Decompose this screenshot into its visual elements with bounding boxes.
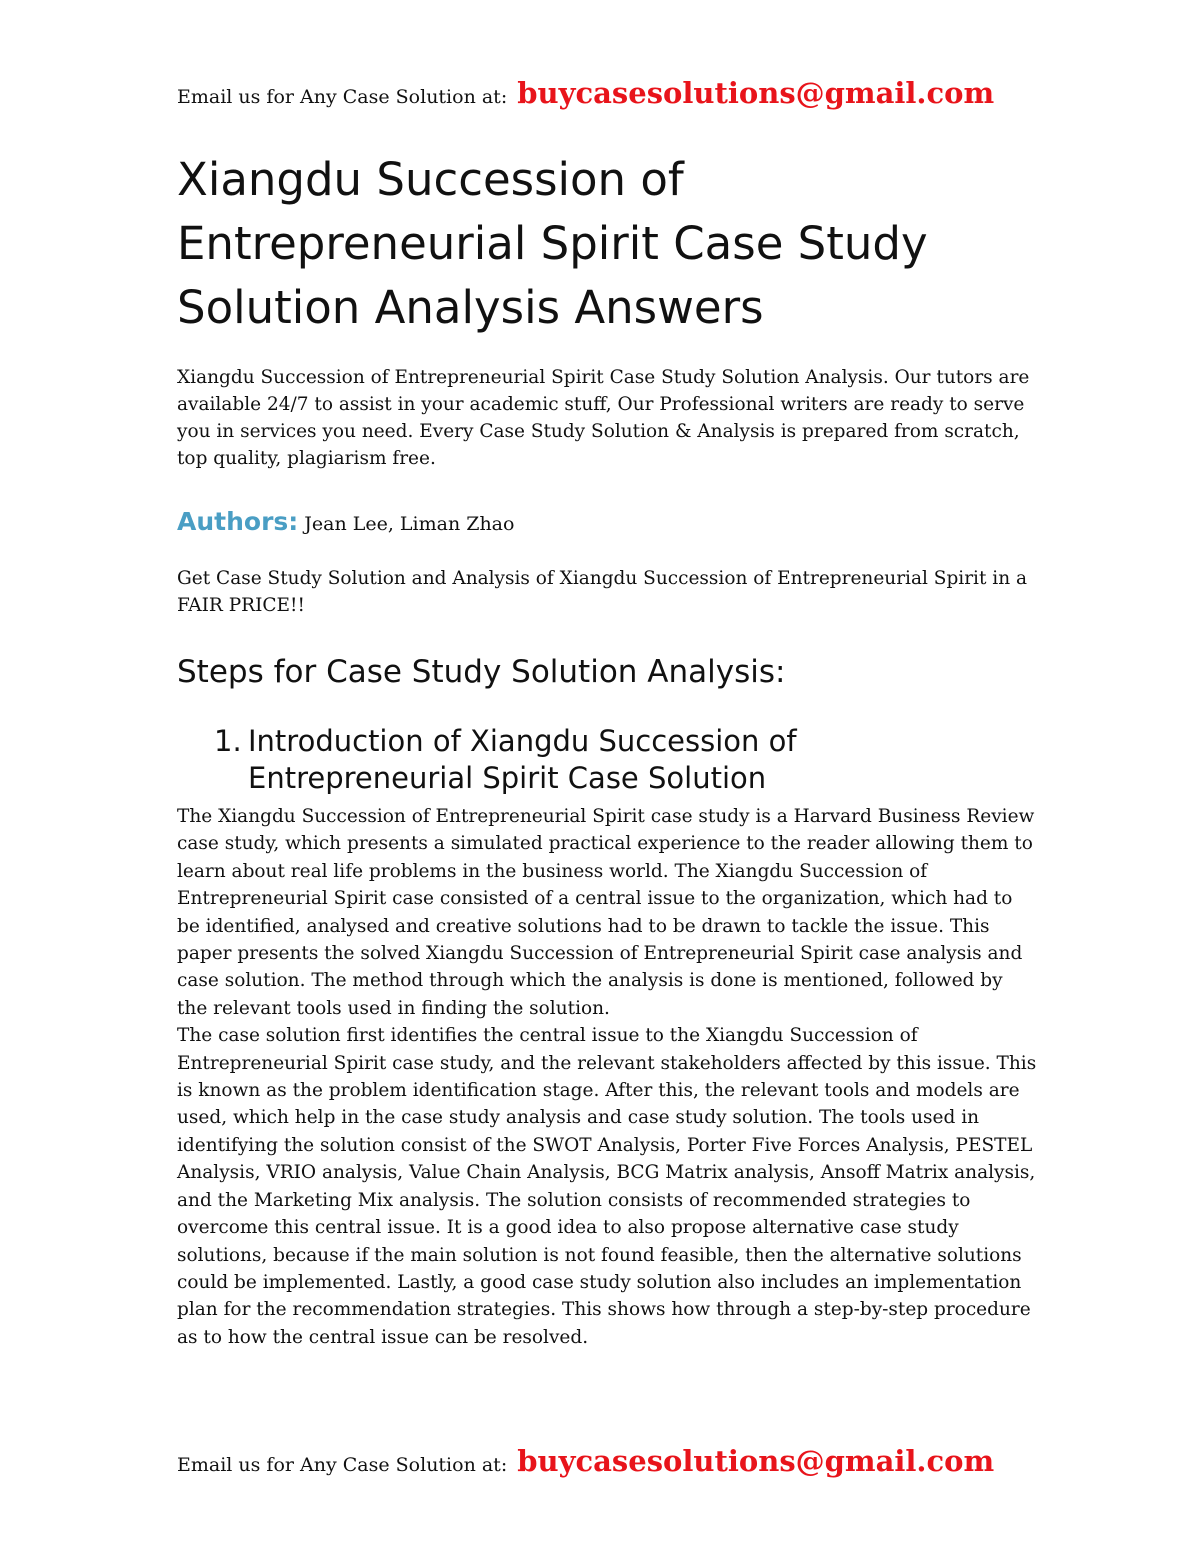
document-title: Xiangdu Succession of Entrepreneurial Spirit Case Study Solution Analysis Answers	[177, 153, 928, 334]
intro-paragraph: Xiangdu Succession of Entrepreneurial Spirit Case Study Solution Analysis. Our tutors are available 24/7 to assist in your academic stuff, Our Professional writers are ready to serve you in services you need. Every Case Study Solution & Analysis is prepared from scratch, top quality, plagiarism free.	[177, 367, 1030, 469]
header-email-label: Email us for Any Case Solution at:	[177, 86, 508, 108]
steps-heading: Steps for Case Study Solution Analysis:	[177, 654, 786, 690]
body-paragraph-1: The Xiangdu Succession of Entrepreneurial Spirit case study is a Harvard Business Review case study, which presents a simulated practical experience to the reader allowing them to learn about real life problems in the business world. The Xiangdu Succession of Entrepreneurial Spirit case consisted of a central issue to the organization, which had to be identified, analysed and creative solutions had to be drawn to tackle the issue. This paper presents the solved Xiangdu Succession of Entrepreneurial Spirit case analysis and case solution. The method through which the analysis is done is mentioned, followed by the relevant tools used in finding the solution.	[177, 806, 1035, 1019]
authors-label: Authors:	[177, 507, 299, 536]
step-1-number: 1.	[214, 724, 242, 758]
body-text	[177, 803, 1037, 1351]
step-1-heading	[214, 723, 994, 797]
header-email-address[interactable]: buycasesolutions@gmail.com	[517, 76, 995, 110]
footer-email-label: Email us for Any Case Solution at:	[177, 1454, 508, 1476]
header-email-line	[177, 78, 994, 112]
footer-email-address[interactable]: buycasesolutions@gmail.com	[517, 1444, 995, 1478]
body-paragraph-2: The case solution first identifies the central issue to the Xiangdu Succession of Entrepreneurial Spirit case study, and the relevant stakeholders affected by this issue. This is known as the problem identification stage. After this, the relevant tools and models are used, which help in the case study analysis and case study solution. The tools used in identifying the solution consist of the SWOT Analysis, Porter Five Forces Analysis, PESTEL Analysis, VRIO analysis, Value Chain Analysis, BCG Matrix analysis, Ansoff Matrix analysis, and the Marketing Mix analysis. The solution consists of recommended strategies to overcome this central issue. It is a good idea to also propose alternative case study solutions, because if the main solution is not found feasible, then the alternative solutions could be implemented. Lastly, a good case study solution also includes an implementation plan for the recommendation strategies. This shows how through a step-by-step procedure as to how the central issue can be resolved.	[177, 1025, 1037, 1348]
authors-names: Jean Lee, Liman Zhao	[304, 513, 515, 535]
authors-line	[177, 505, 514, 541]
step-1-title-line1: Introduction of Xiangdu Succession of	[248, 724, 797, 758]
step-1-title-line2: Entrepreneurial Spirit Case Solution	[248, 761, 767, 795]
offer-paragraph: Get Case Study Solution and Analysis of Xiangdu Succession of Entrepreneurial Spirit in a FAIR PRICE!!	[177, 568, 1028, 616]
footer-email-line	[177, 1446, 994, 1480]
